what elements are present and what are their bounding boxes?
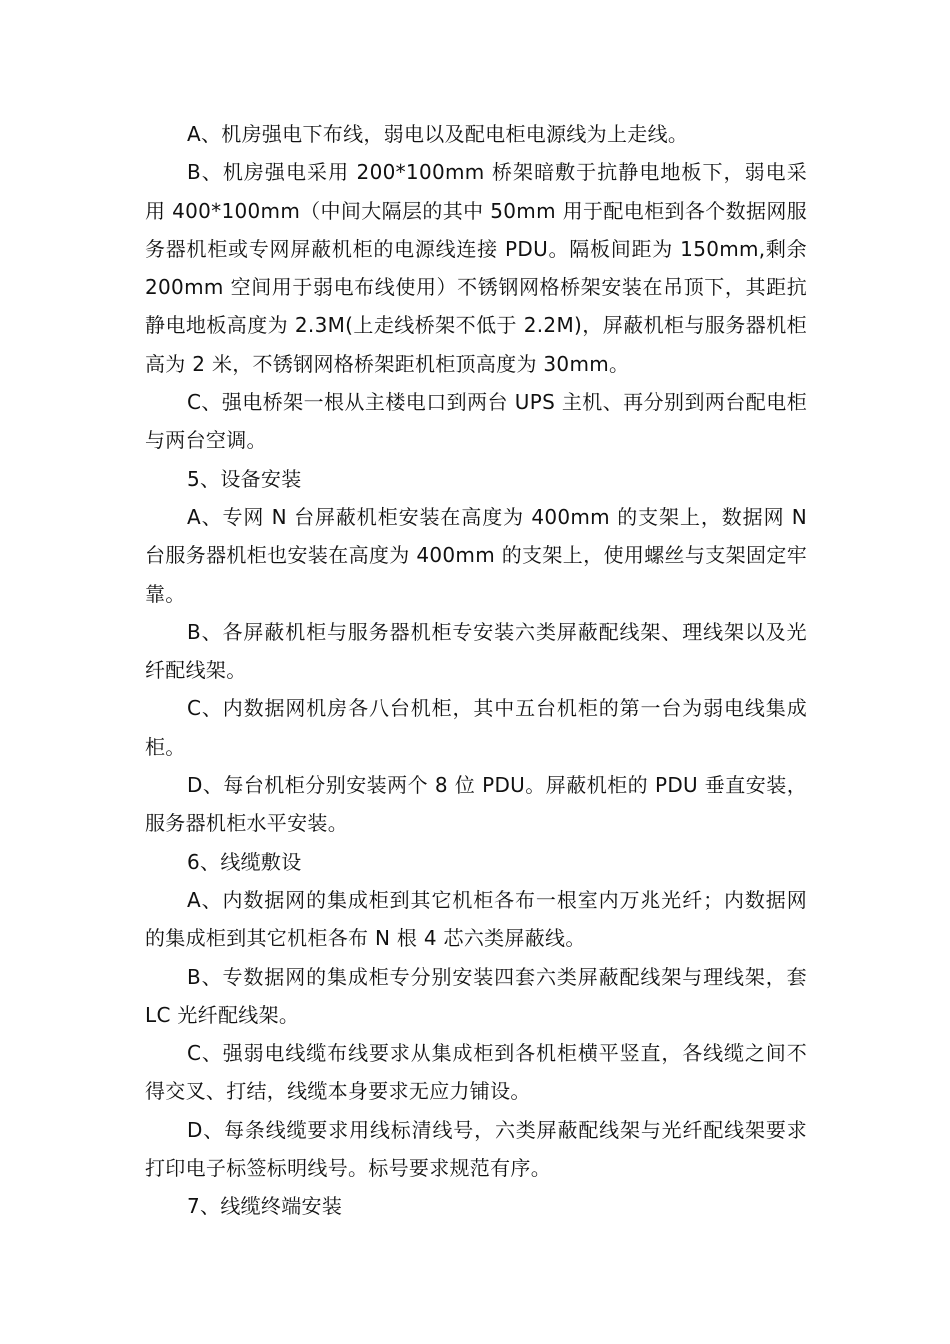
paragraph-b-patch-panels: B、各屏蔽机柜与服务器机柜专安装六类屏蔽配线架、理线架以及光纤配线架。: [145, 619, 807, 683]
paragraph-a-fiber-runs: A、内数据网的集成柜到其它机柜各布一根室内万兆光纤；内数据网的集成柜到其它机柜各布 N 根 4 芯六类屏蔽线。: [145, 887, 807, 951]
paragraph-b-dedicated-network: B、专数据网的集成柜专分别安装四套六类屏蔽配线架与理线架，套 LC 光纤配线架。: [145, 964, 807, 1027]
paragraph-a-cabinet-mount: A、专网 N 台屏蔽机柜安装在高度为 400mm 的支架上，数据网 N 台服务器机柜也安装在高度为 400mm 的支架上，使用螺丝与支架固定牢靠。: [145, 504, 807, 606]
paragraph-c-cable-routing: C、强弱电线缆布线要求从集成柜到各机柜横平竖直，各线缆之间不得交叉、打结，线缆本身要求无应力铺设。: [145, 1041, 807, 1104]
section-heading-equipment-install: 5、设备安装: [187, 466, 302, 491]
paragraph-c-power-tray: C、强电桥架一根从主楼电口到两台 UPS 主机、再分别到两台配电柜与两台空调。: [145, 390, 807, 453]
section-heading-cable-laying: 6、线缆敷设: [187, 849, 302, 874]
paragraph-a-wiring: A、机房强电下布线，弱电以及配电柜电源线为上走线。: [187, 122, 689, 146]
section-heading-cable-termination: 7、线缆终端安装: [187, 1194, 343, 1219]
paragraph-c-integration-cabinet: C、内数据网机房各八台机柜，其中五台机柜的第一台为弱电线集成柜。: [145, 696, 807, 759]
paragraph-d-cable-labeling: D、每条线缆要求用线标清线号，六类屏蔽配线架与光纤配线架要求打印电子标签标明线号。标号要求规范有序。: [145, 1117, 807, 1181]
document-page: [145, 115, 807, 1226]
paragraph-b-cable-tray: B、机房强电采用 200*100mm 桥架暗敷于抗静电地板下，弱电采用 400*100mm（中间大隔层的其中 50mm 用于配电柜到各个数据网服务器机柜或专网屏蔽机柜的电源线连接 PDU。隔板间距为 150mm,剩余 200mm 空间用于弱电布线使用）不锈钢网格桥架安装在吊顶下，其距抗静电地板高度为 2.3M(上走线桥架不低于 2.2M)，屏蔽机柜与服务器机柜高为 2 米，不锈钢网格桥架距机柜顶高度为 30mm。: [145, 160, 807, 376]
paragraph-d-pdu: D、每台机柜分别安装两个 8 位 PDU。屏蔽机柜的 PDU 垂直安装，服务器机柜水平安装。: [145, 773, 807, 836]
